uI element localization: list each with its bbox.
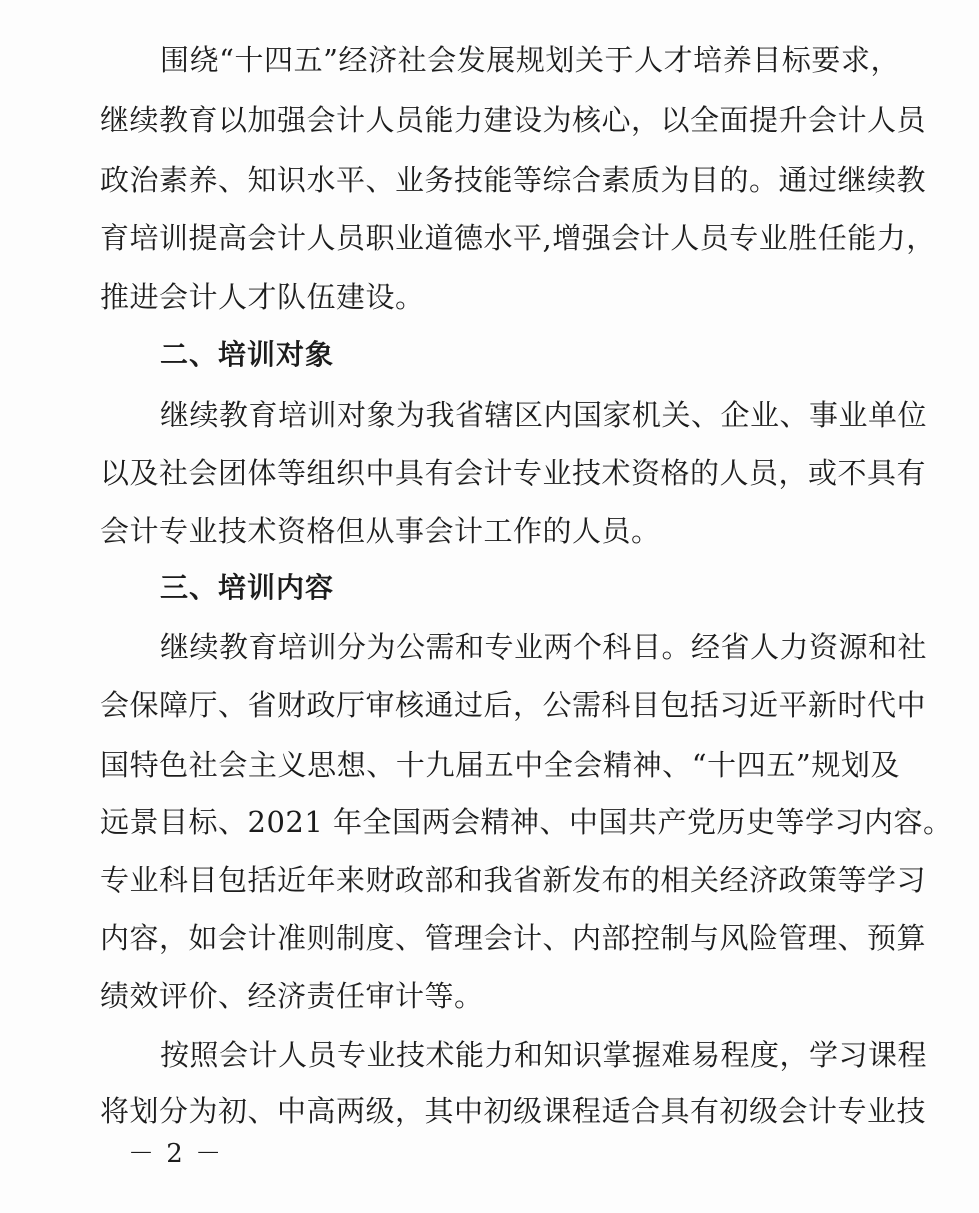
paragraph-3-line-3: 国特色社会主义思想、十九届五中全会精神、“十四五”规划及	[100, 748, 900, 782]
paragraph-4-line-1: 按照会计人员专业技术能力和知识掌握难易程度，学习课程	[160, 1038, 928, 1072]
paragraph-1-line-5: 推进会计人才队伍建设。	[100, 280, 425, 314]
page-number: － 2 －	[128, 1139, 224, 1169]
paragraph-3-line-5: 专业科目包括近年来财政部和我省新发布的相关经济政策等学习	[100, 863, 927, 897]
paragraph-1-line-2: 继续教育以加强会计人员能力建设为核心，以全面提升会计人员	[100, 103, 927, 137]
paragraph-3-line-1: 继续教育培训分为公需和专业两个科目。经省人力资源和社	[160, 630, 928, 664]
paragraph-3-line-7: 绩效评价、经济责任审计等。	[100, 979, 484, 1013]
paragraph-2-line-2: 以及社会团体等组织中具有会计专业技术资格的人员，或不具有	[100, 456, 927, 490]
paragraph-4-line-2: 将划分为初、中高两级，其中初级课程适合具有初级会计专业技	[100, 1094, 927, 1128]
paragraph-3-line-4: 远景目标、2021 年全国两会精神、中国共产党历史等学习内容。	[100, 805, 953, 839]
paragraph-3-line-2: 会保障厅、省财政厅审核通过后，公需科目包括习近平新时代中	[100, 688, 927, 722]
paragraph-1-line-3: 政治素养、知识水平、业务技能等综合素质为目的。通过继续教	[100, 163, 927, 197]
paragraph-1-line-1: 围绕“十四五”经济社会发展规划关于人才培养目标要求，	[160, 43, 900, 77]
paragraph-2-line-3: 会计专业技术资格但从事会计工作的人员。	[100, 514, 661, 548]
section-heading-3: 三、培训内容	[160, 571, 335, 604]
paragraph-1-line-4: 育培训提高会计人员职业道德水平,增强会计人员专业胜任能力，	[100, 221, 936, 255]
section-heading-2: 二、培训对象	[160, 338, 335, 371]
paragraph-2-line-1: 继续教育培训对象为我省辖区内国家机关、企业、事业单位	[160, 398, 928, 432]
paragraph-3-line-6: 内容，如会计准则制度、管理会计、内部控制与风险管理、预算	[100, 921, 927, 955]
